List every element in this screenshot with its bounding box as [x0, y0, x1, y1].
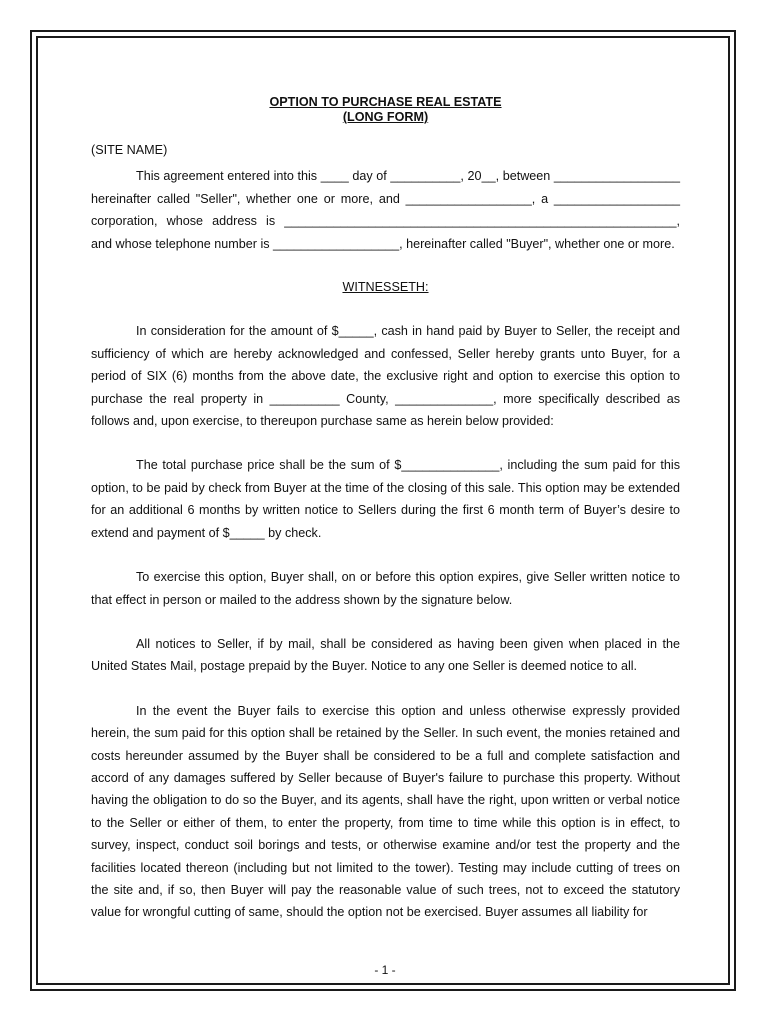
witnesseth-heading: WITNESSETH:: [342, 280, 429, 295]
paragraph-consideration: In consideration for the amount of $_____, cash in hand paid by Buyer to Seller, the receipt and sufficiency of which are hereby acknowledged and confessed, Seller hereby grants unto Buyer, for a period of SIX (6) months from the above date, the exclusive right and option to exercise this option to purchase the real property in __________ County, ______________, more specifically described as follows and, upon exercise, to thereupon purchase same as herein below provided:: [91, 324, 680, 429]
paragraph-failure-to-exercise: In the event the Buyer fails to exercise this option and unless otherwise expressly provided herein, the sum paid for this option shall be retained by the Seller. In such event, the monies retained and costs hereunder assumed by the Buyer shall be considered to be a full and complete satisfaction and accord of any damages suffered by Seller because of Buyer's failure to purchase this property. Without having the obligation to do so the Buyer, and its agents, shall have the right, upon written or verbal notice to the Seller or either of them, to enter the property, from time to time while this option is in effect, to survey, inspect, conduct soil borings and tests, or otherwise examine and/or test the property and the facilities located thereon (including but not limited to the tower). Testing may include cutting of trees on the site and, if so, then Buyer will pay the reasonable value of such trees, not to exceed the statutory value for wrongful cutting of same, should the option not be exercised. Buyer assumes all liability for: [91, 703, 680, 920]
title-line-2: (LONG FORM): [342, 110, 429, 124]
site-name: (SITE NAME): [91, 143, 168, 157]
paragraph-exercise-option: To exercise this option, Buyer shall, on or before this option expires, give Seller written notice to that effect in person or mailed to the address shown by the signature below.: [91, 570, 680, 607]
title-line-1: OPTION TO PURCHASE REAL ESTATE: [269, 95, 502, 109]
document-page: [91, 95, 680, 924]
intro-paragraph: This agreement entered into this ____ day of __________, 20__, between __________________ hereinafter called "Seller", whether one or more, and __________________, a __________________ corporation, whose address is ________________________________________________________, and whose telephone number is __________________, hereinafter called "Buyer", whether one or more.: [91, 169, 680, 251]
paragraph-purchase-price: The total purchase price shall be the sum of $______________, including the sum paid for this option, to be paid by check from Buyer at the time of the closing of this sale. This option may be extended for an additional 6 months by written notice to Sellers during the first 6 month term of Buyer’s desire to extend and payment of $_____ by check.: [91, 458, 680, 540]
document-title: [91, 95, 680, 125]
paragraph-notices: All notices to Seller, if by mail, shall be considered as having been given when placed in the United States Mail, postage prepaid by the Buyer. Notice to any one Seller is deemed notice to all.: [91, 636, 680, 674]
page-number: - 1 -: [374, 963, 396, 977]
